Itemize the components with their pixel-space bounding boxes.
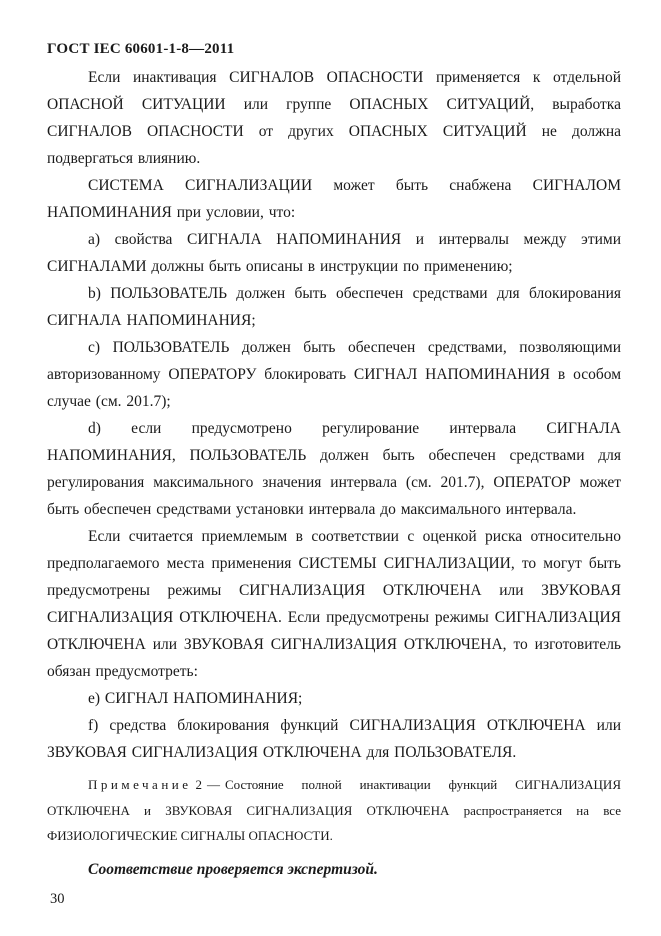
note-dash: — (207, 777, 221, 792)
note-text: Состояние полной инактивации функций СИГНАЛИЗАЦИЯ ОТКЛЮЧЕНА и ЗВУКОВАЯ СИГНАЛИЗАЦИЯ ОТКЛЮЧЕНА распространяется на все ФИЗИОЛОГИЧЕСКИЕ СИГНАЛЫ ОПАСНОСТИ. (47, 777, 621, 843)
document-header-title: ГОСТ IEC 60601-1-8—2011 (47, 41, 235, 57)
body-paragraph-intro: Если инактивация СИГНАЛОВ ОПАСНОСТИ применяется к отдельной ОПАСНОЙ СИТУАЦИИ или группе ОПАСНЫХ СИТУАЦИЙ, выработка СИГНАЛОВ ОПАСНОСТИ от других ОПАСНЫХ СИТУАЦИЙ не должна подвергаться влиянию. (47, 69, 621, 167)
compliance-statement: Соответствие проверяется экспертизой. (88, 860, 378, 878)
note-label: Примечание (88, 777, 192, 792)
body-paragraph-reminder-signal: СИСТЕМА СИГНАЛИЗАЦИИ может быть снабжена СИГНАЛОМ НАПОМИНАНИЯ при условии, что: (47, 177, 621, 221)
note-paragraph (47, 772, 621, 849)
note-number: 2 (195, 777, 203, 792)
page-number: 30 (50, 890, 65, 907)
list-item-b: b) ПОЛЬЗОВАТЕЛЬ должен быть обеспечен средствами для блокирования СИГНАЛА НАПОМИНАНИЯ; (47, 285, 621, 329)
list-item-e: e) СИГНАЛ НАПОМИНАНИЯ; (88, 690, 303, 707)
list-item-c: c) ПОЛЬЗОВАТЕЛЬ должен быть обеспечен средствами, позволяющими авторизованному ОПЕРАТОРУ блокировать СИГНАЛ НАПОМИНАНИЯ в особом случае (см. 201.7); (47, 339, 621, 410)
body-paragraph-alarm-off-modes: Если считается приемлемым в соответствии с оценкой риска относительно предполагаемого места применения СИСТЕМЫ СИГНАЛИЗАЦИИ, то могут быть предусмотрены режимы СИГНАЛИЗАЦИЯ ОТКЛЮЧЕНА или ЗВУКОВАЯ СИГНАЛИЗАЦИЯ ОТКЛЮЧЕНА. Если предусмотрены режимы СИГНАЛИЗАЦИЯ ОТКЛЮЧЕНА или ЗВУКОВАЯ СИГНАЛИЗАЦИЯ ОТКЛЮЧЕНА, то изготовитель обязан предусмотреть: (47, 528, 621, 680)
list-item-a: a) свойства СИГНАЛА НАПОМИНАНИЯ и интервалы между этими СИГНАЛАМИ должны быть описаны в инструкции по применению; (47, 231, 621, 275)
list-item-d: d) если предусмотрено регулирование интервала СИГНАЛА НАПОМИНАНИЯ, ПОЛЬЗОВАТЕЛЬ должен быть обеспечен средствами для регулирования максимального значения интервала (см. 201.7), ОПЕРАТОР может быть обеспечен средствами установки интервала до максимального интервала. (47, 420, 621, 518)
list-item-f: f) средства блокирования функций СИГНАЛИЗАЦИЯ ОТКЛЮЧЕНА или ЗВУКОВАЯ СИГНАЛИЗАЦИЯ ОТКЛЮЧЕНА для ПОЛЬЗОВАТЕЛЯ. (47, 717, 621, 761)
